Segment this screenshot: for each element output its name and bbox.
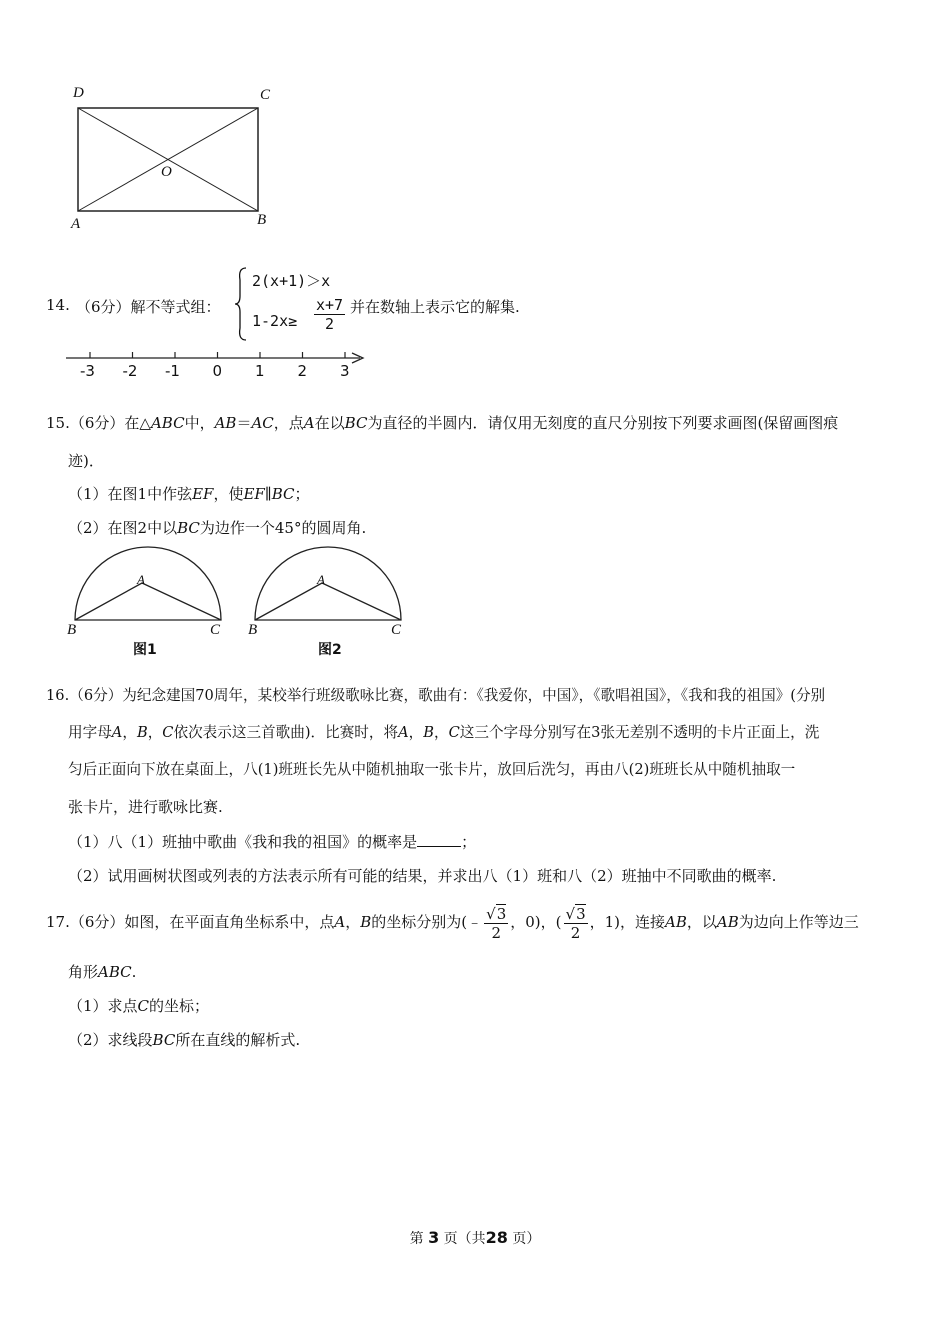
text: ； [294, 485, 310, 503]
text: ，点 [273, 414, 304, 432]
text: 为边向上作等边三 [738, 913, 859, 931]
text: B [360, 913, 372, 931]
axis-tick-label: 0 [212, 362, 223, 380]
denominator: 2 [570, 923, 581, 942]
text: AC [251, 414, 274, 432]
q15-line2: 迹)． [68, 452, 104, 470]
axis-tick-label: 1 [255, 362, 265, 380]
text: ， [147, 724, 163, 741]
q17-line1 [46, 898, 859, 948]
text: C [448, 724, 460, 741]
text: ； [461, 833, 477, 851]
rectangle-figure [60, 82, 290, 242]
text: 在以 [314, 414, 345, 432]
fig1-label-A: A [137, 572, 145, 587]
text: ，1)，连接 [589, 913, 666, 931]
q17-line2 [68, 962, 136, 982]
text: AB [665, 913, 687, 931]
text: ， [408, 724, 424, 741]
text: ，0)，( [510, 913, 562, 931]
text: BC [177, 519, 200, 537]
inequality-2-fraction [314, 296, 345, 333]
text: BC [344, 414, 368, 432]
semicircle-figure-2 [250, 545, 410, 625]
axis-tick-label: -2 [122, 362, 138, 380]
question-tail: 并在数轴上表示它的解集. [350, 298, 520, 316]
text: 页（共 [443, 1231, 486, 1247]
q17-sub1 [68, 996, 209, 1016]
fig2-label-C: C [391, 622, 402, 638]
fraction-denominator: 2 [325, 315, 335, 333]
page-number: 3 [428, 1228, 440, 1247]
axis-tick-label: 3 [340, 362, 350, 380]
label-D: D [73, 85, 84, 101]
text: C [162, 724, 174, 741]
text: ＝ [236, 414, 252, 432]
q17-sub2 [68, 1030, 300, 1050]
text: A [303, 414, 315, 432]
fig1-caption: 图1 [133, 642, 157, 658]
fraction-numerator: x+7 [316, 296, 344, 314]
question-number: 14. [46, 296, 70, 314]
text: . [131, 963, 137, 981]
q16-line4: 张卡片，进行歌咏比赛. [68, 798, 223, 816]
text: 这三个字母分别写在3张无差别不透明的卡片正面上，洗 [459, 724, 820, 741]
question-score: （6分）解不等式组： [76, 298, 221, 316]
text: ，使 [213, 485, 244, 503]
inequality-1: 2(x+1)＞x [252, 272, 331, 290]
text: ，以 [686, 913, 717, 931]
text: 角形 [68, 963, 99, 981]
text: 依次表示这三首歌曲)．比赛时，将 [173, 724, 399, 741]
question-number: 17. [46, 913, 70, 931]
q15-sub1 [68, 484, 310, 504]
text: ， [122, 724, 137, 741]
fig2-label-A: A [317, 572, 325, 587]
text: 第 [409, 1231, 424, 1247]
text: EF∥BC [243, 485, 295, 503]
text: （2）在图2中以 [68, 519, 178, 537]
text: B [423, 724, 434, 741]
radicand: 3 [576, 904, 586, 923]
axis-tick-label: -1 [165, 362, 180, 380]
text: C [137, 997, 150, 1015]
axis-tick-label: 2 [297, 362, 308, 380]
q16-line3: 匀后正面向下放在桌面上，八(1)班班长先从中随机抽取一张卡片，放回后洗匀，再由八(2)班班长从中随机抽取一 [68, 761, 796, 778]
text: A [398, 724, 409, 741]
text: 的坐标； [149, 997, 210, 1015]
text: ， [433, 724, 449, 741]
text: 的坐标分别为(﹣ [371, 913, 483, 931]
text: ， [345, 913, 361, 931]
q15-sub2 [68, 518, 366, 538]
q15-line1 [46, 413, 838, 433]
question-number: 16. [46, 687, 70, 704]
text: 页） [512, 1231, 541, 1247]
brace-icon [234, 266, 248, 342]
total-pages: 28 [485, 1228, 508, 1247]
radicand: 3 [496, 904, 507, 923]
fig1-label-C: C [210, 622, 221, 638]
denominator: 2 [491, 923, 501, 942]
text: 所在直线的解析式. [175, 1031, 301, 1049]
text: EF [192, 485, 214, 503]
fig2-caption: 图2 [318, 642, 342, 658]
q16-line1 [46, 686, 825, 706]
text: （6分）如图，在平面直角坐标系中，点 [69, 913, 335, 931]
label-A: A [71, 216, 81, 232]
inequality-2-left: 1-2x≥ [252, 312, 298, 330]
q16-sub2: （2）试用画树状图或列表的方法表示所有可能的结果，并求出八（1）班和八（2）班抽中不同歌曲的概率. [68, 867, 777, 885]
text: （1）求点 [68, 997, 138, 1015]
page-footer [0, 1228, 950, 1248]
question-number: 15. [46, 414, 70, 432]
text: 为直径的半圆内．请仅用无刻度的直尺分别按下列要求画图(保留画图痕 [367, 414, 839, 432]
answer-blank[interactable] [417, 832, 461, 847]
text: A [334, 913, 346, 931]
text: B [136, 724, 148, 741]
text: BC [152, 1031, 176, 1049]
text: A [111, 724, 123, 741]
text: （6分）在△ [69, 414, 151, 432]
q16-line2 [68, 723, 819, 743]
label-B: B [257, 212, 267, 228]
semicircle-figure-1 [70, 545, 230, 625]
text: （6分）为纪念建国70周年，某校举行班级歌咏比赛，歌曲有：《我爱你，中国》，《歌唱祖国》，《我和我的祖国》(分别 [69, 687, 826, 704]
text: 中， [184, 414, 215, 432]
label-C: C [260, 87, 271, 103]
fig2-label-B: B [248, 622, 258, 638]
fraction-sqrt3-over-2-b: $\frac{√3}{2}$ [565, 904, 586, 942]
text: AB [716, 913, 739, 931]
fraction-sqrt3-over-2: $\frac{√3}{2}$ [486, 904, 507, 942]
q16-sub1 [68, 832, 476, 852]
text: 用字母 [68, 724, 112, 741]
fig1-label-B: B [67, 622, 77, 638]
text: （1）八（1）班抽中歌曲《我和我的祖国》的概率是 [68, 833, 418, 851]
label-O: O [161, 164, 172, 180]
text: 为边作一个45°的圆周角. [199, 519, 367, 537]
text: （1）在图1中作弦 [68, 485, 193, 503]
text: ABC [98, 963, 132, 981]
text: （2）求线段 [68, 1031, 153, 1049]
axis-tick-label: -3 [80, 362, 95, 380]
text: AB [214, 414, 237, 432]
text: ABC [150, 414, 185, 432]
